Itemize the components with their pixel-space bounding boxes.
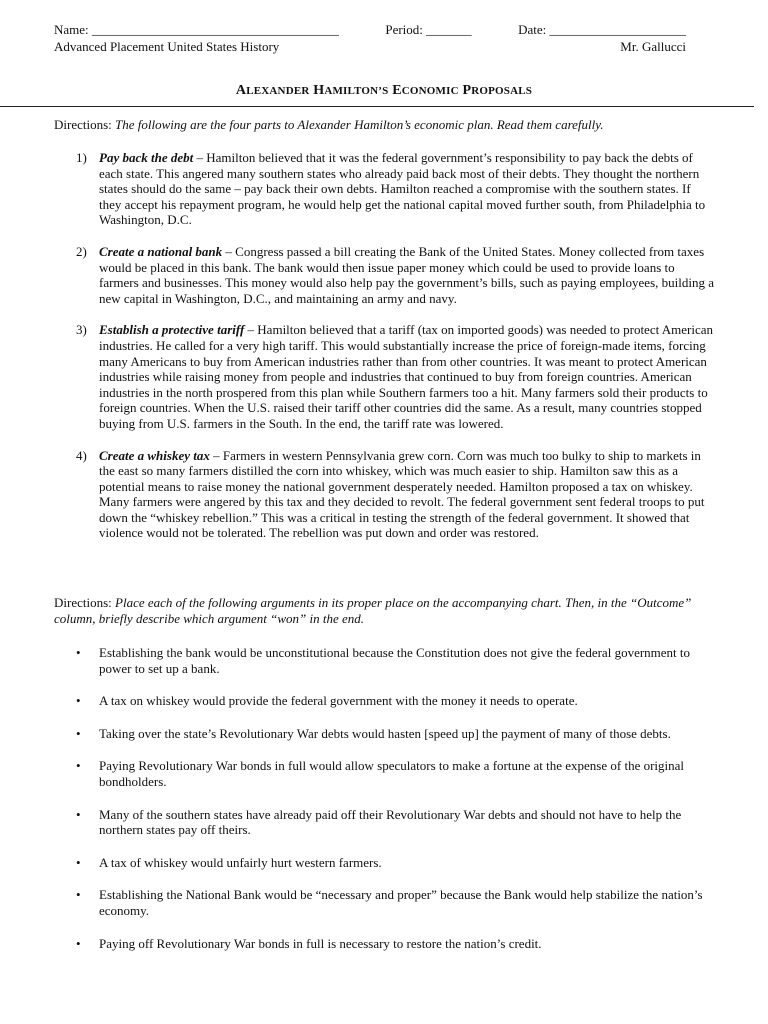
name-field[interactable]: Name: ______________________________________ [54, 22, 339, 37]
list-item: 1) Pay back the debt – Hamilton believed that it was the federal government’s responsibility to pay back the debts of each state. This angered many southern states who already paid back most of their debts. They thought the northern states should do the same – pay back their own debts. Hamilton reached a compromise with the southern states. If they accept his repayment program, he would help get the national capital moved further south, from Philadelphia to Washington, D.C. [54, 150, 714, 228]
list-item: 3) Establish a protective tariff – Hamilton believed that a tariff (tax on imported goods) was needed to protect American industries. He called for a very high tariff. This would substantially increase the price of foreign-made items, forcing many Americans to buy from American industries rather than from other countries. It was meant to protect American industries while raising money from people and industries that continued to buy from foreign countries. American industries in the north prospered from this plan while Southern farmers too a hit. Many farmers sold their products to foreign countries. When the U.S. raised their tariff other countries did the same. As a result, many countries stopped buying from U.S. farmers in the South. In the end, the tariff rate was lowered. [54, 322, 714, 431]
list-item [54, 693, 714, 709]
bullet-icon: • [76, 693, 81, 709]
argument-text: Paying Revolutionary War bonds in full would allow speculators to make a fortune at the expense of the original bondholders. [99, 758, 685, 789]
list-item [54, 807, 714, 838]
item-heading: Establish a protective tariff [99, 322, 245, 338]
list-item [54, 645, 714, 676]
item-number: 2) [76, 243, 87, 259]
argument-text: Paying off Revolutionary War bonds in full is necessary to restore the nation’s credit. [99, 935, 542, 951]
list-item [54, 936, 714, 952]
item-heading: Create a whiskey tax [99, 447, 210, 463]
item-heading: Pay back the debt [99, 150, 194, 165]
argument-list [54, 645, 714, 968]
argument-text: Establishing the National Bank would be “necessary and proper” because the Bank would help stabilize the nation’s economy. [99, 887, 703, 918]
header-line-1 [54, 22, 686, 39]
directions-intro: Directions: The following are the four parts to Alexander Hamilton’s economic plan. Read them carefully. [54, 117, 604, 132]
item-heading: Create a national bank [99, 243, 223, 259]
argument-text: A tax on whiskey would provide the federal government with the money it needs to operate. [99, 693, 578, 709]
page-title: ALEXANDER HAMILTON’S ECONOMIC PROPOSALS [235, 83, 533, 98]
list-item [54, 855, 714, 871]
worksheet-header [54, 22, 686, 56]
list-item [54, 887, 714, 918]
bullet-icon: • [76, 758, 81, 774]
argument-text: A tax of whiskey would unfairly hurt western farmers. [99, 854, 382, 870]
bullet-icon: • [76, 725, 81, 741]
directions-label: Directions [54, 117, 109, 132]
bullet-icon: • [76, 645, 81, 660]
header-line-2 [54, 39, 686, 56]
list-item: 4) Create a whiskey tax – Farmers in western Pennsylvania grew corn. Corn was much too bulky to ship to markets in the east so many farmers distilled the corn into whiskey, which was much easier to ship. Hamilton saw this as a potential means to raise money the national government desperately needed. Hamilton proposed a tax on whiskey. Many farmers were angered by this tax and they decided to revolt. The federal government sent federal troops to put down the “whiskey rebellion.” This was a critical in testing the strength of the federal government. It showed that violence would not be tolerated. The rebellion was put down and order was restored. [54, 448, 714, 542]
teacher-name: Mr. Gallucci [620, 39, 686, 54]
bullet-icon: • [76, 806, 81, 822]
argument-text: Establishing the bank would be unconstitutional because the Constitution does not give the federal government to power to set up a bank. [99, 645, 691, 676]
item-text: Farmers in western Pennsylvania grew corn. Corn was much too bulky to ship to markets in the east so many farmers distilled the corn into whiskey, which was much easier to ship. Hamilton saw this as a potential means to raise money the national government desperately needed. Hamilton proposed a tax on whiskey. Many farmers were angered by this tax and they decided to revolt. The federal government sent federal troops to put down the “whiskey rebellion.” This was a critical in testing the strength of the federal government. It showed that violence would not be tolerated. The rebellion was put down and order was restored. [99, 447, 705, 541]
date-field[interactable]: Date: _____________________ [518, 22, 686, 37]
item-text: Congress passed a bill creating the Bank of the United States. Money collected from taxes would be placed in this bank. The bank would then issue paper money which could be used to provide loans to farmers and businesses. This money would also help pay the government’s bills, such as paying employees, building a new capital in Washington, D.C., and maintaining an army and navy. [99, 243, 714, 306]
directions-label: Directions [54, 595, 109, 610]
item-text: Hamilton believed that a tariff (tax on imported goods) was needed to protect American industries. He called for a very high tariff. This would substantially increase the price of foreign-made items, forcing many Americans to buy from American industries rather than from other countries. It was meant to protect American industries while raising money from people and industries that continued to buy from foreign countries. American industries in the north prospered from this plan while Southern farmers too a hit. Many farmers sold their products to foreign countries. When the U.S. raised their tariff other countries did the same. As a result, many countries stopped buying from U.S. farmers in the South. In the end, the tariff rate was lowered. [99, 322, 713, 431]
bullet-icon: • [76, 935, 81, 951]
list-item [54, 726, 714, 742]
item-number: 3) [76, 322, 87, 338]
proposal-list [54, 150, 714, 557]
item-number: 4) [76, 447, 87, 463]
item-text: Hamilton believed that it was the federal government’s responsibility to pay back the debts of each state. This angered many southern states who already paid back most of their debts. They thought the northern states should do the same – pay back their own debts. Hamilton reached a compromise with the southern states. If they accept his repayment program, he would help get the national capital moved further south, from Philadelphia to Washington, D.C. [99, 150, 706, 228]
directions-text: The following are the four parts to Alexander Hamilton’s economic plan. Read them carefully. [115, 117, 604, 132]
argument-text: Taking over the state’s Revolutionary War debts would hasten [speed up] the payment of many of those debts. [99, 725, 671, 741]
directions-text: Place each of the following arguments in its proper place on the accompanying chart. Then, in the “Outcome” column, briefly describe which argument “won” in the end. [54, 595, 692, 626]
directions-arguments: Directions: Place each of the following arguments in its proper place on the accompanying chart. Then, in the “Outcome” column, briefly describe which argument “won” in the end. [54, 595, 692, 626]
period-field[interactable]: Period: _______ [385, 22, 472, 37]
bullet-icon: • [76, 887, 81, 903]
list-item [54, 758, 714, 789]
title-divider [0, 106, 754, 107]
argument-text: Many of the southern states have already paid off their Revolutionary War debts and should not have to help the northern states pay off theirs. [99, 806, 682, 838]
list-item: 2) Create a national bank – Congress passed a bill creating the Bank of the United States. Money collected from taxes would be placed in this bank. The bank would then issue paper money which could be used to provide loans to farmers and businesses. This money would also help pay the government’s bills, such as paying employees, building a new capital in Washington, D.C., and maintaining an army and navy. [54, 244, 714, 306]
course-name: Advanced Placement United States History [54, 39, 280, 54]
item-number: 1) [76, 150, 87, 165]
bullet-icon: • [76, 854, 81, 870]
